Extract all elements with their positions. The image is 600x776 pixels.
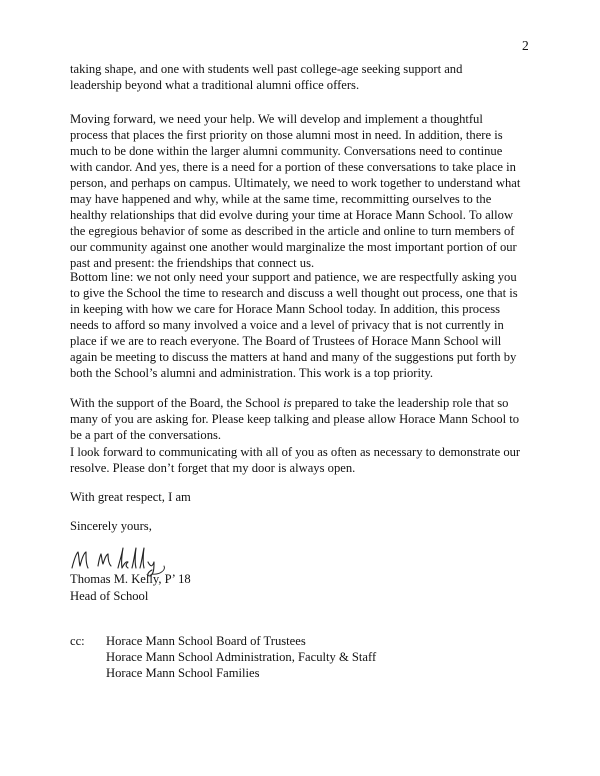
paragraph-2 — [70, 111, 540, 271]
closing-sincerely: Sincerely yours, — [70, 519, 152, 533]
signer-title: Head of School — [70, 589, 149, 603]
text-line: much to be done within the larger alumni community. Conversations need to continue — [70, 144, 503, 158]
page-number: 2 — [522, 38, 529, 53]
text-line: healthy relationships that did evolve during your time at Horace Mann School. To allow — [70, 208, 514, 222]
text-line: resolve. Please don’t forget that my door is always open. — [70, 461, 356, 475]
text-line: place if we are to reach everyone. The Board of Trustees of Horace Mann School will — [70, 334, 502, 348]
signer-name: Thomas M. Kelly, P’ 18 — [70, 572, 191, 586]
text-line: I look forward to communicating with all of you as often as necessary to demonstrate our — [70, 445, 521, 459]
cc-label: cc: — [70, 634, 85, 648]
text-line: both the School’s alumni and administration. This work is a top priority. — [70, 366, 434, 380]
text-line: leadership beyond what a traditional alumni office offers. — [70, 78, 360, 92]
text-line: in keeping with how we care for Horace Mann School today. In addition, this process — [70, 302, 501, 316]
text-line: again be meeting to discuss the matters at hand and many of the suggestions put forth by — [70, 350, 517, 364]
paragraph-3 — [70, 269, 540, 381]
text-line: to give the School the time to research and discuss a well thought out process, one that is — [70, 286, 518, 300]
cc-recipient: Horace Mann School Administration, Faculty & Staff — [106, 650, 377, 664]
text-line: process that places the first priority on those alumni most in need. In addition, there is — [70, 128, 503, 142]
text-line — [70, 395, 540, 411]
paragraph-5 — [70, 444, 540, 476]
text-line: many of you are asking for. Please keep talking and please allow Horace Mann School to — [70, 412, 520, 426]
text-line: with candor. And yes, there is a need for a portion of these conversations to take place in — [70, 160, 516, 174]
paragraph-1 — [70, 61, 540, 93]
closing-respect: With great respect, I am — [70, 490, 191, 504]
text-segment: With the support of the Board, the School — [70, 396, 284, 410]
text-line: may have happened and why, while at the same time, recommitting ourselves to the — [70, 192, 492, 206]
text-line: needs to afford so many involved a voice and a level of privacy that is not currently in — [70, 318, 504, 332]
cc-recipient: Horace Mann School Board of Trustees — [106, 634, 306, 648]
text-line: the egregious behavior of some as described in the article and online to turn members of — [70, 224, 515, 238]
text-line: our community against one another would marginalize the most important portion of our — [70, 240, 517, 254]
cc-recipient: Horace Mann School Families — [106, 666, 260, 680]
text-line: taking shape, and one with students well past college-age seeking support and — [70, 62, 463, 76]
text-line: Bottom line: we not only need your support and patience, we are respectfully asking you — [70, 270, 517, 284]
text-segment: prepared to take the leadership role that so — [291, 396, 509, 410]
emphasis-text: is — [283, 396, 292, 410]
text-line: Moving forward, we need your help. We will develop and implement a thoughtful — [70, 112, 483, 126]
cc-recipients — [106, 633, 376, 681]
text-line: person, and perhaps on campus. Ultimately, we need to work together to understand what — [70, 176, 521, 190]
text-line: be a part of the conversations. — [70, 428, 222, 442]
text-line: past and present: the friendships that connect us. — [70, 256, 315, 270]
paragraph-4 — [70, 395, 540, 443]
